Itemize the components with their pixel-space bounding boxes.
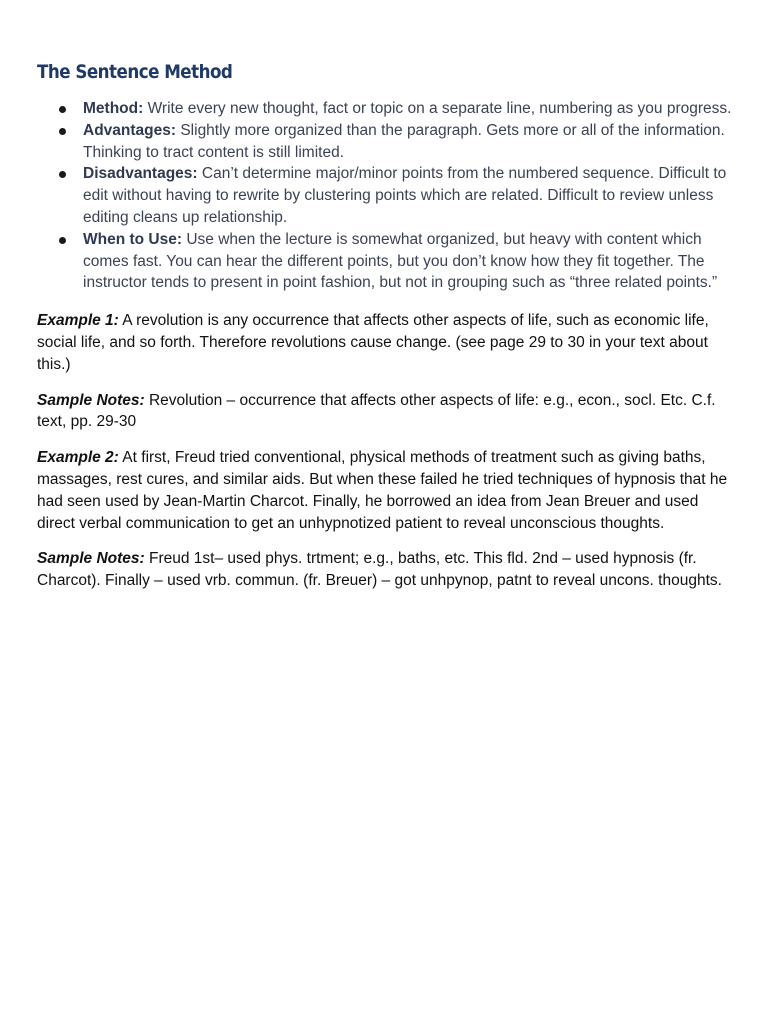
paragraph-text: Freud 1st– used phys. trtment; e.g., baths, etc. This fld. 2nd – used hypnosis (fr. Charcot). Finally – used vrb. commun. (fr. Breuer) – got unhpynop, patnt to reveal uncons. thoughts.: [37, 550, 722, 590]
paragraph-lead: Example 1:: [37, 312, 119, 330]
paragraph-lead: Sample Notes:: [37, 391, 145, 409]
bullet-item-method: [37, 98, 737, 120]
paragraph-text: Revolution – occurrence that affects other aspects of life: e.g., econ., socl. Etc. C.f. text, pp. 29-30: [37, 391, 716, 431]
sample-notes-1-paragraph: [37, 390, 737, 434]
bullet-item-advantages: [37, 120, 737, 164]
paragraph-lead: Example 2:: [37, 449, 119, 467]
bullet-term: Method:: [83, 100, 144, 117]
bullet-text: Can’t determine major/minor points from the numbered sequence. Difficult to edit without having to rewrite by clustering points which are related. Difficult to review unless editing cleans up relationship.: [83, 165, 727, 226]
bullet-dot-icon: [59, 106, 66, 113]
sample-notes-2-paragraph: [37, 548, 737, 592]
example-2-paragraph: [37, 447, 737, 534]
paragraph-lead: Sample Notes:: [37, 550, 145, 568]
bullet-item-disadvantages: [37, 163, 737, 228]
bullet-text: Use when the lecture is somewhat organized, but heavy with content which comes fast. You can hear the different points, but you don’t know how they fit together. The instructor tends to present in point fashion, but not in grouping such as “three related points.”: [83, 230, 718, 292]
bullet-item-when-to-use: [37, 229, 737, 294]
paragraph-text: A revolution is any occurrence that affects other aspects of life, such as economic life, social life, and so forth. Therefore revolutions cause change. (see page 29 to 30 in your text about this.): [37, 312, 709, 373]
bullet-text: Slightly more organized than the paragraph. Gets more or all of the information. Thinking to tract content is still limited.: [83, 121, 725, 161]
page-title: The Sentence Method: [37, 61, 233, 83]
bullet-term: Advantages:: [83, 121, 177, 139]
bullet-term: Disadvantages:: [83, 165, 198, 183]
bullet-term: When to Use:: [83, 230, 183, 248]
method-bullet-list: [37, 98, 737, 294]
paragraph-text: At first, Freud tried conventional, physical methods of treatment such as giving baths, massages, rest cures, and similar aids. But when these failed he tried techniques of hypnosis that he had seen used by Jean-Martin Charcot. Finally, he borrowed an idea from Jean Breuer and used direct verbal communication to get an unhypnotized patient to reveal unconscious thoughts.: [37, 449, 728, 532]
bullet-dot-icon: [59, 171, 66, 178]
bullet-text: Write every new thought, fact or topic on a separate line, numbering as you progress.: [143, 100, 732, 117]
bullet-dot-icon: [59, 237, 66, 244]
example-1-paragraph: [37, 310, 737, 375]
document-page: [37, 58, 737, 606]
bullet-dot-icon: [59, 128, 66, 135]
